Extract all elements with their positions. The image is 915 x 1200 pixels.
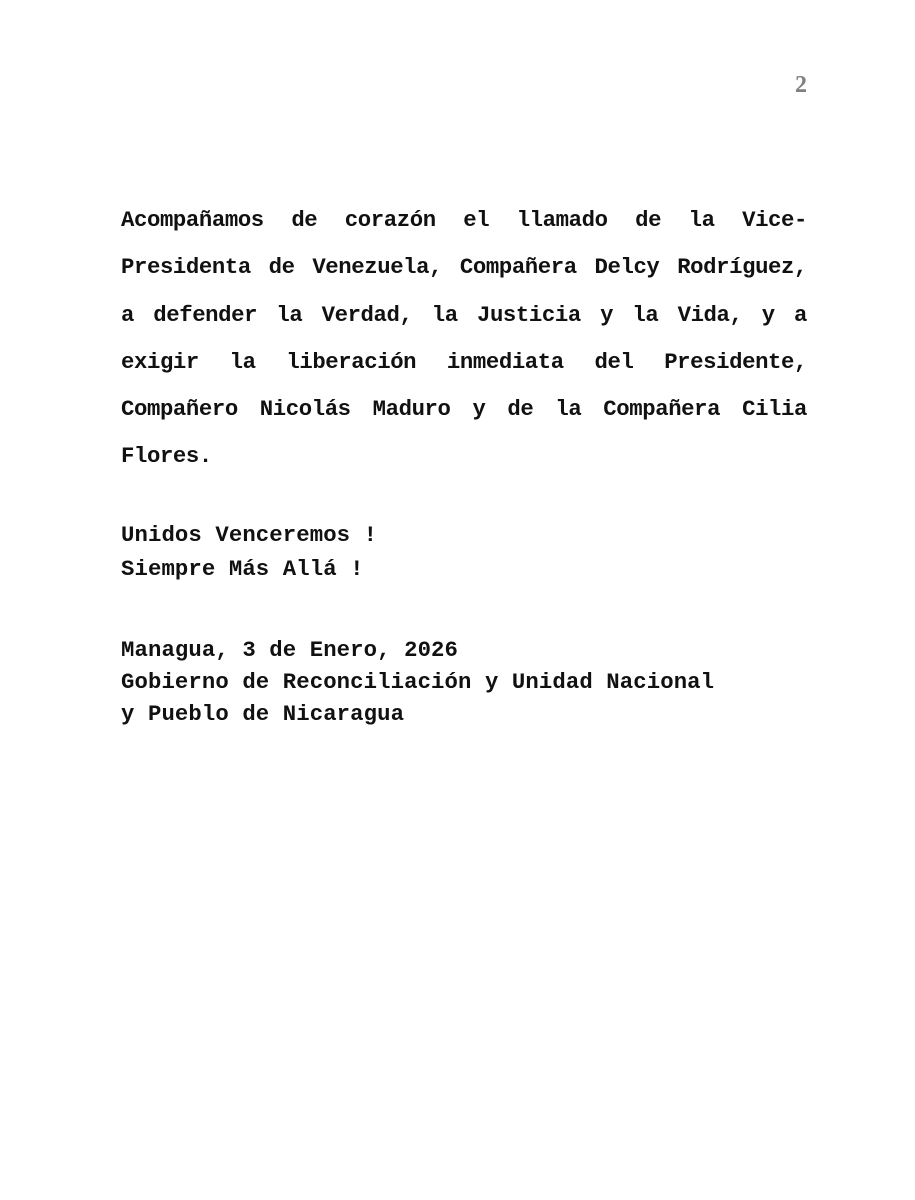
slogan-line: Siempre Más Allá ! xyxy=(121,556,364,582)
signature-block xyxy=(121,634,714,730)
page-number: 2 xyxy=(795,72,807,98)
body-paragraph: Acompañamos de corazón el llamado de la Vice-Presidenta de Venezuela, Compañera Delcy Rodríguez, a defender la Verdad, la Justicia y la Vida, y a exigir la liberación inmediata del Presidente, Compañero Nicolás Maduro y de la Compañera Cilia Flores. xyxy=(121,207,807,470)
slogan-line: Unidos Venceremos ! xyxy=(121,522,378,548)
place-date: Managua, 3 de Enero, 2026 xyxy=(121,637,459,663)
slogans xyxy=(121,518,377,586)
government-name: Gobierno de Reconciliación y Unidad Nacional xyxy=(121,669,715,695)
people-name: y Pueblo de Nicaragua xyxy=(121,701,405,727)
